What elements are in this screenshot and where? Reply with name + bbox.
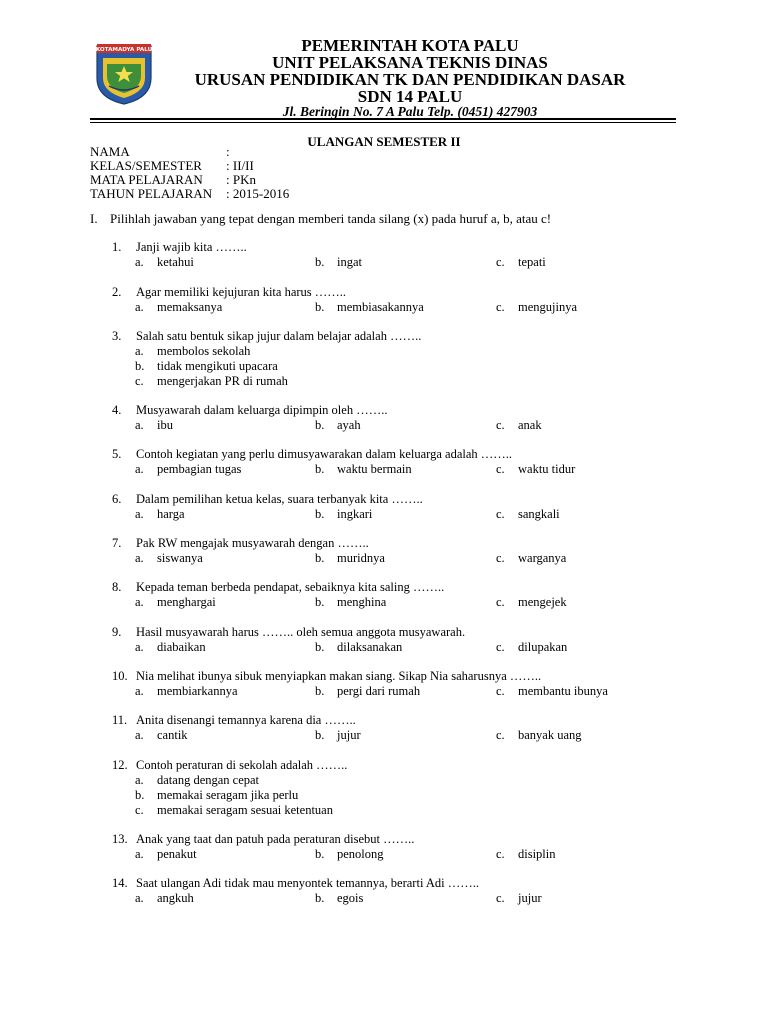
answer-option: [315, 462, 412, 477]
option-text: waktu bermain: [337, 462, 412, 476]
answer-option: [496, 847, 556, 862]
answer-option: [135, 788, 298, 803]
option-letter: b.: [315, 300, 325, 314]
question-number: 2.: [112, 285, 122, 299]
option-text: penolong: [337, 847, 384, 861]
header-school: SDN 14 PALU: [357, 87, 463, 106]
answer-option: [496, 462, 575, 477]
exam-title: ULANGAN SEMESTER II: [307, 134, 461, 149]
option-letter: c.: [496, 684, 505, 698]
identity-row: [90, 173, 256, 187]
option-letter: a.: [135, 344, 144, 358]
question-text: Pak RW mengajak musyawarah dengan ……..: [136, 536, 369, 550]
answer-option: [496, 255, 546, 270]
answer-option: [496, 891, 542, 906]
option-letter: c.: [135, 374, 144, 388]
question-text: Saat ulangan Adi tidak mau menyontek temannya, berarti Adi ……..: [136, 876, 479, 890]
option-letter: a.: [135, 640, 144, 654]
option-text: ketahui: [157, 255, 194, 269]
option-text: ayah: [337, 418, 361, 432]
answer-option: [315, 300, 424, 315]
option-letter: a.: [135, 728, 144, 742]
option-letter: a.: [135, 684, 144, 698]
identity-value: : PKn: [226, 172, 256, 187]
answer-option: [135, 803, 333, 818]
option-text: tepati: [518, 255, 546, 269]
answer-option: [135, 255, 194, 270]
answer-option: [135, 728, 188, 743]
option-letter: a.: [135, 551, 144, 565]
header-rule-thin: [90, 122, 676, 123]
question-number: 7.: [112, 536, 122, 550]
answer-option: [315, 551, 385, 566]
option-letter: a.: [135, 595, 144, 609]
option-letter: a.: [135, 891, 144, 905]
question-text: Hasil musyawarah harus …….. oleh semua anggota musyawarah.: [136, 625, 466, 639]
option-letter: b.: [315, 891, 325, 905]
question-text: Contoh peraturan di sekolah adalah ……..: [136, 758, 348, 772]
answer-option: [315, 847, 384, 862]
question-number: 6.: [112, 492, 122, 506]
option-text: harga: [157, 507, 185, 521]
option-letter: b.: [315, 418, 325, 432]
option-text: memaksanya: [157, 300, 223, 314]
option-text: dilaksanakan: [337, 640, 403, 654]
answer-option: [315, 684, 420, 699]
option-text: waktu tidur: [518, 462, 576, 476]
answer-option: [135, 640, 206, 655]
question-text: Anita disenangi temannya karena dia ……..: [136, 713, 356, 727]
question-number: 12.: [112, 758, 128, 772]
option-text: cantik: [157, 728, 188, 742]
question-number: 4.: [112, 403, 122, 417]
question-text: Dalam pemilihan ketua kelas, suara terbanyak kita ……..: [136, 492, 423, 506]
option-letter: a.: [135, 418, 144, 432]
header-address: Jl. Beringin No. 7 A Palu Telp. (0451) 427903: [282, 104, 538, 119]
option-text: mengujinya: [518, 300, 578, 314]
option-text: mengejek: [518, 595, 567, 609]
question-number: 14.: [112, 876, 128, 890]
answer-option: [496, 551, 566, 566]
option-text: membiarkannya: [157, 684, 238, 698]
answer-option: [496, 300, 577, 315]
option-letter: c.: [496, 595, 505, 609]
option-text: menghina: [337, 595, 387, 609]
option-text: siswanya: [157, 551, 203, 565]
question-text: Contoh kegiatan yang perlu dimusyawarakan dalam keluarga adalah ……..: [136, 447, 513, 461]
option-text: membolos sekolah: [157, 344, 251, 358]
option-text: menghargai: [157, 595, 216, 609]
option-text: pembagian tugas: [157, 462, 242, 476]
question-text: Agar memiliki kejujuran kita harus ……..: [136, 285, 347, 299]
answer-option: [135, 300, 222, 315]
question-number: 3.: [112, 329, 122, 343]
option-letter: c.: [496, 891, 505, 905]
option-text: penakut: [157, 847, 197, 861]
answer-option: [315, 891, 363, 906]
option-letter: b.: [315, 640, 325, 654]
option-text: warganya: [518, 551, 567, 565]
identity-row: [90, 159, 254, 173]
option-text: pergi dari rumah: [337, 684, 421, 698]
answer-option: [135, 462, 241, 477]
option-letter: b.: [135, 359, 145, 373]
answer-option: [315, 507, 372, 522]
option-letter: b.: [135, 788, 145, 802]
answer-option: [135, 551, 203, 566]
header-rule-thick: [90, 118, 676, 120]
option-text: ingkari: [337, 507, 373, 521]
section-number: I.: [90, 211, 98, 226]
answer-option: [496, 507, 560, 522]
option-letter: a.: [135, 773, 144, 787]
identity-value: : II/II: [226, 158, 254, 173]
identity-row: [90, 145, 230, 159]
identity-row: [90, 187, 289, 201]
option-text: memakai seragam sesuai ketentuan: [157, 803, 333, 817]
option-letter: c.: [496, 418, 505, 432]
option-letter: c.: [496, 255, 505, 269]
answer-option: [135, 374, 288, 389]
question-number: 10.: [112, 669, 128, 683]
question-text: Anak yang taat dan patuh pada peraturan disebut ……..: [136, 832, 415, 846]
question-text: Kepada teman berbeda pendapat, sebaiknya kita saling ……..: [136, 580, 445, 594]
answer-option: [496, 595, 567, 610]
option-letter: c.: [496, 507, 505, 521]
identity-value: : 2015-2016: [226, 186, 290, 201]
answer-option: [496, 640, 567, 655]
option-letter: a.: [135, 255, 144, 269]
answer-option: [496, 418, 542, 433]
answer-option: [135, 359, 278, 374]
option-text: ingat: [337, 255, 362, 269]
header-government: PEMERINTAH KOTA PALU: [301, 36, 519, 55]
answer-option: [315, 728, 361, 743]
option-letter: c.: [496, 551, 505, 565]
option-letter: c.: [496, 847, 505, 861]
answer-option: [315, 255, 362, 270]
answer-option: [315, 595, 386, 610]
question-number: 5.: [112, 447, 122, 461]
question-text: Janji wajib kita ……..: [136, 240, 247, 254]
answer-option: [135, 847, 197, 862]
option-letter: c.: [135, 803, 144, 817]
answer-option: [135, 507, 185, 522]
option-letter: c.: [496, 300, 505, 314]
option-text: memakai seragam jika perlu: [157, 788, 299, 802]
question-number: 8.: [112, 580, 122, 594]
option-text: diabaikan: [157, 640, 206, 654]
option-letter: b.: [315, 462, 325, 476]
option-letter: a.: [135, 847, 144, 861]
question-number: 9.: [112, 625, 122, 639]
option-letter: c.: [496, 462, 505, 476]
question-number: 1.: [112, 240, 122, 254]
answer-option: [496, 728, 582, 743]
header-unit: UNIT PELAKSANA TEKNIS DINAS: [272, 53, 548, 72]
option-letter: b.: [315, 684, 325, 698]
city-emblem-logo: [93, 38, 155, 106]
option-text: ibu: [157, 418, 173, 432]
option-letter: b.: [315, 847, 325, 861]
option-text: anak: [518, 418, 542, 432]
option-text: tidak mengikuti upacara: [157, 359, 278, 373]
option-text: sangkali: [518, 507, 560, 521]
option-text: muridnya: [337, 551, 385, 565]
option-letter: a.: [135, 507, 144, 521]
option-text: membantu ibunya: [518, 684, 608, 698]
answer-option: [135, 344, 250, 359]
identity-value: :: [226, 144, 230, 159]
option-letter: c.: [496, 640, 505, 654]
option-letter: a.: [135, 300, 144, 314]
question-text: Salah satu bentuk sikap jujur dalam belajar adalah ……..: [136, 329, 422, 343]
option-letter: b.: [315, 595, 325, 609]
option-text: datang dengan cepat: [157, 773, 260, 787]
option-letter: b.: [315, 507, 325, 521]
answer-option: [135, 418, 173, 433]
answer-option: [135, 891, 194, 906]
identity-key: KELAS/SEMESTER: [90, 158, 202, 173]
logo-text: KOTAMADYA PALU: [95, 47, 153, 54]
instruction-text: Pilihlah jawaban yang tepat dengan memberi tanda silang (x) pada huruf a, b, atau c!: [110, 211, 552, 226]
option-letter: c.: [496, 728, 505, 742]
option-text: jujur: [518, 891, 542, 905]
identity-key: NAMA: [90, 144, 130, 159]
option-text: dilupakan: [518, 640, 568, 654]
identity-key: TAHUN PELAJARAN: [90, 186, 213, 201]
option-letter: b.: [315, 255, 325, 269]
question-text: Musyawarah dalam keluarga dipimpin oleh ……..: [136, 403, 388, 417]
option-text: membiasakannya: [337, 300, 424, 314]
option-letter: b.: [315, 551, 325, 565]
answer-option: [135, 684, 238, 699]
option-text: banyak uang: [518, 728, 582, 742]
answer-option: [315, 640, 402, 655]
option-letter: a.: [135, 462, 144, 476]
answer-option: [135, 595, 216, 610]
question-text: Nia melihat ibunya sibuk menyiapkan makan siang. Sikap Nia saharusnya ……..: [136, 669, 542, 683]
answer-option: [315, 418, 361, 433]
section-instruction: [90, 211, 551, 227]
answer-option: [496, 684, 608, 699]
answer-option: [135, 773, 259, 788]
option-text: disiplin: [518, 847, 556, 861]
option-text: angkuh: [157, 891, 194, 905]
header-department: URUSAN PENDIDIKAN TK DAN PENDIDIKAN DASAR: [194, 70, 626, 89]
option-text: jujur: [337, 728, 361, 742]
question-number: 11.: [112, 713, 128, 727]
option-text: mengerjakan PR di rumah: [157, 374, 288, 388]
identity-key: MATA PELAJARAN: [90, 172, 203, 187]
question-number: 13.: [112, 832, 128, 846]
option-text: egois: [337, 891, 364, 905]
option-letter: b.: [315, 728, 325, 742]
